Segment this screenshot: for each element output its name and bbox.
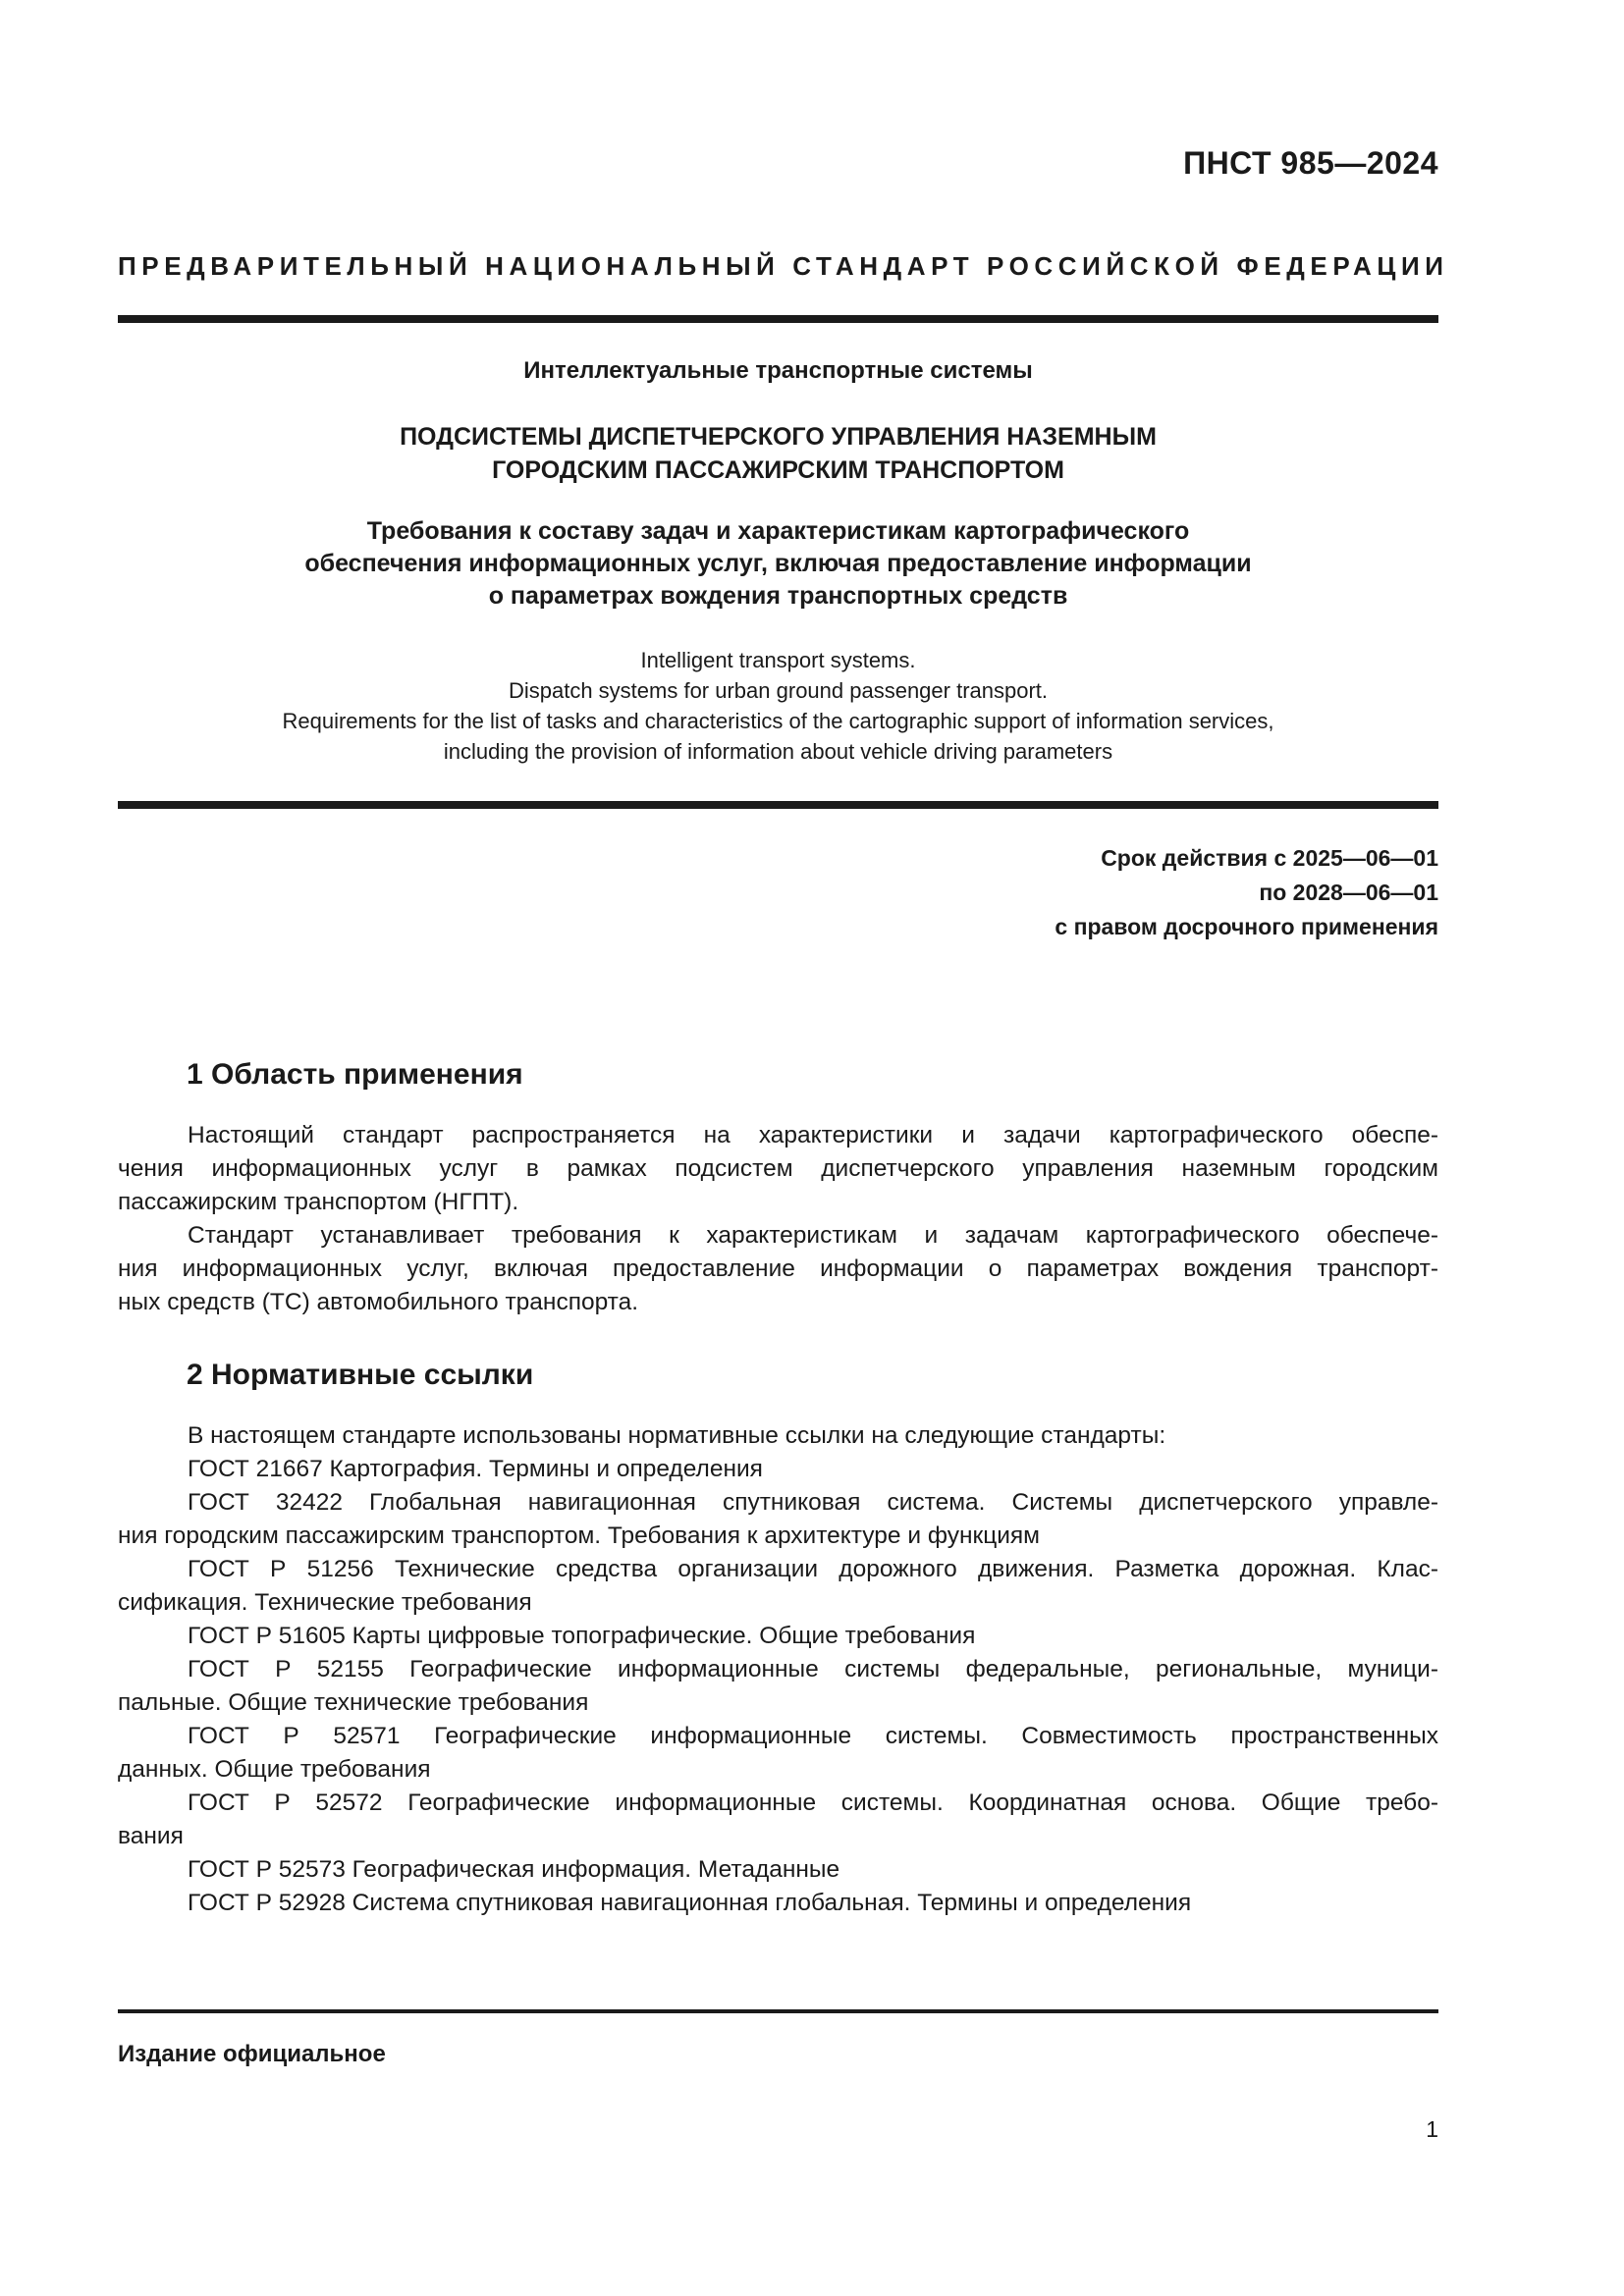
title-en-line: including the provision of information about vehicle driving parameters [443,739,1113,764]
reference-line: вания [118,1823,184,1849]
validity-line: Срок действия с 2025—06—01 [1101,845,1438,871]
reference-line: ГОСТ Р 52928 Система спутниковая навигационная глобальная. Термины и определения [188,1890,1192,1916]
title-main-line: ПОДСИСТЕМЫ ДИСПЕТЧЕРСКОГО УПРАВЛЕНИЯ НАЗЕМНЫМ [400,423,1157,451]
reference-line: ГОСТ 21667 Картография. Термины и определения [188,1456,763,1482]
title-en-line: Dispatch systems for urban ground passenger transport. [508,678,1049,703]
reference-line: ГОСТ Р 51256 Технические средства организации дорожного движения. Разметка дорожная. Клас- [188,1556,1438,1582]
edition-label: Издание официальное [118,2041,386,2067]
title-series: Интеллектуальные транспортные системы [523,357,1033,384]
reference-line: ГОСТ Р 52572 Географические информационные системы. Координатная основа. Общие требо- [188,1789,1438,1816]
section-1-heading: 1 Область применения [187,1058,523,1091]
reference-line: данных. Общие требования [118,1756,431,1783]
reference-line: ГОСТ 32422 Глобальная навигационная спутниковая система. Системы диспетчерского управле- [188,1489,1438,1516]
title-english [118,645,1438,767]
title-subtitle [118,515,1438,613]
title-sub-line: о параметрах вождения транспортных средств [488,582,1068,610]
page-number: 1 [1426,2116,1438,2142]
reference-line: ГОСТ Р 52571 Географические информационные системы. Совместимость пространственных [188,1723,1438,1749]
reference-line: ГОСТ Р 51605 Карты цифровые топографические. Общие требования [188,1623,976,1649]
title-sub-line: обеспечения информационных услуг, включая предоставление информации [304,550,1252,577]
reference-line: ния городским пассажирским транспортом. Требования к архитектуре и функциям [118,1522,1041,1549]
paragraph-line: Настоящий стандарт распространяется на характеристики и задачи картографического обеспе- [188,1122,1438,1148]
section-2-body [118,1419,1438,1920]
title-main-line: ГОРОДСКИМ ПАССАЖИРСКИМ ТРАНСПОРТОМ [492,456,1064,484]
reference-line: ГОСТ Р 52155 Географические информационные системы федеральные, региональные, муници- [188,1656,1438,1682]
paragraph-line: ния информационных услуг, включая предоставление информации о параметрах вождения транспорт- [118,1255,1438,1282]
paragraph-line: пассажирским транспортом (НГПТ). [118,1189,519,1215]
title-main [118,420,1438,487]
title-en-line: Intelligent transport systems. [640,648,916,672]
document-page [118,0,1449,2296]
paragraph-line: чения информационных услуг в рамках подсистем диспетчерского управления наземным городским [118,1155,1438,1182]
top-divider [118,315,1438,323]
title-en-line: Requirements for the list of tasks and characteristics of the cartographic support of information services, [282,709,1274,733]
title-sub-line: Требования к составу задач и характеристикам картографического [366,517,1190,545]
document-number: ПНСТ 985—2024 [1183,145,1438,181]
paragraph-line: Стандарт устанавливает требования к характеристикам и задачам картографического обеспече- [188,1222,1438,1249]
validity-line: по 2028—06—01 [1259,880,1438,905]
reference-line: сификация. Технические требования [118,1589,532,1616]
reference-line: пальные. Общие технические требования [118,1689,589,1716]
reference-line: ГОСТ Р 52573 Географическая информация. Метаданные [188,1856,840,1883]
paragraph-line: ных средств (ТС) автомобильного транспорта. [118,1289,639,1315]
section-2-heading: 2 Нормативные ссылки [187,1359,534,1391]
validity-line: с правом досрочного применения [1055,914,1438,939]
validity-block [1055,841,1438,944]
reference-intro: В настоящем стандарте использованы нормативные ссылки на следующие стандарты: [188,1422,1166,1449]
middle-divider [118,801,1438,809]
standard-kind-heading: ПРЕДВАРИТЕЛЬНЫЙ НАЦИОНАЛЬНЫЙ СТАНДАРТ РОССИЙСКОЙ ФЕДЕРАЦИИ [118,251,1449,281]
footer-divider [118,2009,1438,2013]
section-1-body [118,1119,1438,1319]
